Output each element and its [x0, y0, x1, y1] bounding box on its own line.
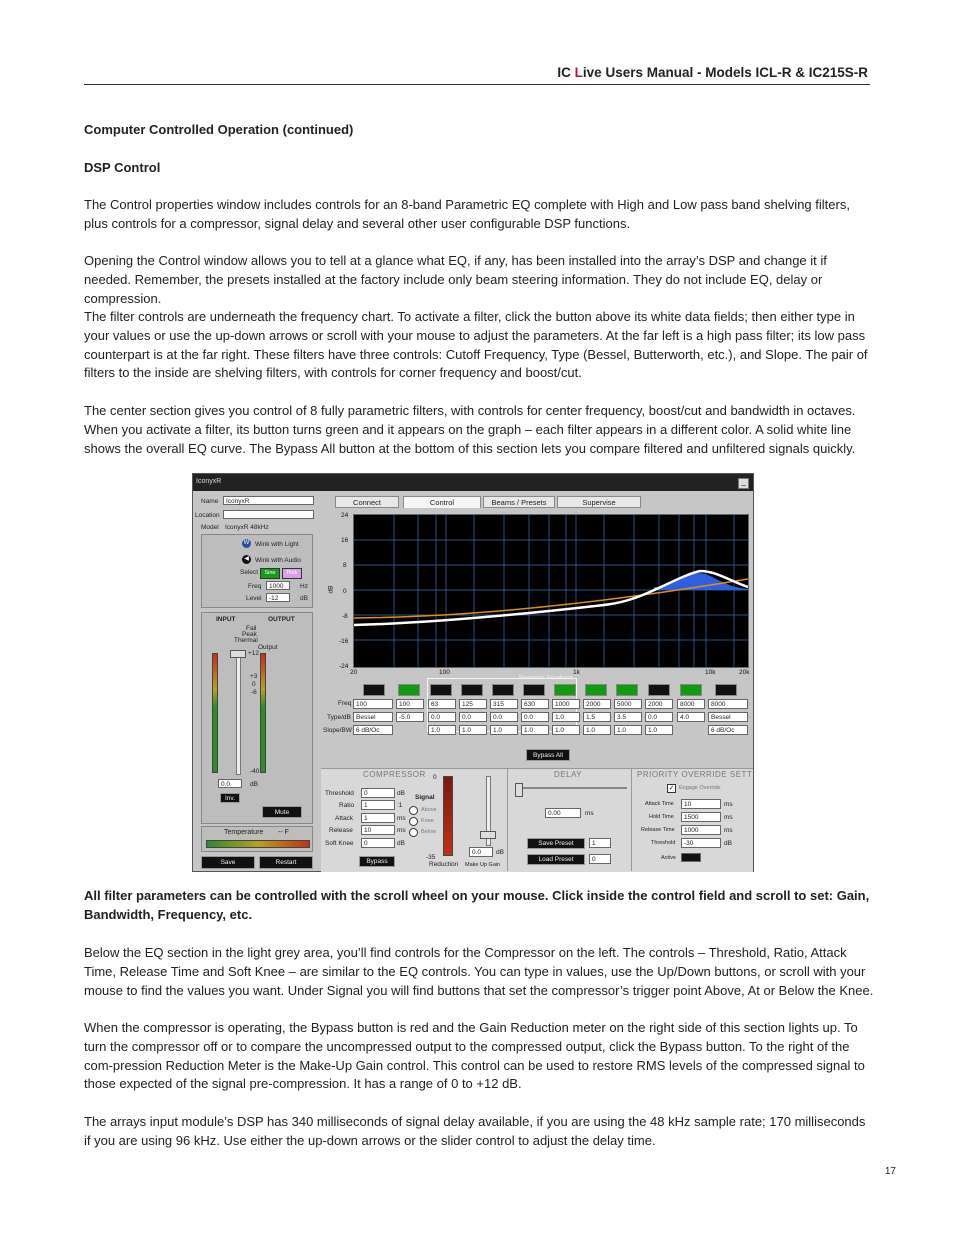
running-header: IC Live Users Manual - Models ICL-R & IC215S-R [557, 65, 868, 80]
paragraph: The arrays input module’s DSP has 340 milliseconds of signal delay available, if you are using the 48 kHz sample rate; 170 milliseconds if you are using 96 kHz. Use either the up-down arrows or the slider control to adjust the delay time. [84, 1114, 866, 1148]
bypass-all-button[interactable]: Bypass All [526, 749, 570, 761]
page-number: 17 [884, 1166, 896, 1177]
location-field[interactable] [223, 510, 314, 519]
y-tick: 24 [341, 512, 349, 519]
makeup-unit: dB [496, 849, 504, 856]
sine-button[interactable]: Sine [260, 568, 280, 579]
wink-light-label: Wink with Light [255, 541, 299, 548]
temperature-label: Temperature [224, 829, 264, 836]
mute-button[interactable]: Mute [262, 806, 302, 818]
tab-beams-presets[interactable]: Beams / Presets [483, 496, 555, 508]
select-label: Select [240, 569, 259, 576]
paragraph: The Control properties window includes controls for an 8-band Parametric EQ complete with High and Low pass band shelving filters, plus controls for a compressor, signal delay and several other user configurable DSP functions. [84, 197, 850, 231]
location-label: Location [195, 512, 220, 519]
y-axis-label: dB [327, 585, 335, 594]
signal-below-radio[interactable] [409, 828, 418, 837]
filter-bw-field[interactable]: 1.0 [552, 725, 580, 735]
reduction-label: Reduction [429, 861, 459, 868]
active-label: Active [661, 855, 676, 861]
y-tick: 16 [341, 537, 349, 544]
wink-panel [201, 534, 313, 608]
slider-handle[interactable] [230, 650, 246, 658]
level-label: Level [246, 595, 262, 602]
temperature-panel [201, 826, 313, 852]
y-tick: -24 [339, 663, 349, 670]
active-indicator [681, 853, 701, 862]
compressor-title: COMPRESSOR [363, 770, 426, 779]
hold-time-field[interactable]: 1500 [681, 812, 721, 822]
meter-tick: +12 [248, 650, 260, 657]
peq-6-button[interactable] [585, 684, 607, 696]
peq-1-button[interactable] [430, 684, 452, 696]
subsection-title: DSP Control [84, 160, 161, 175]
peq-4-button[interactable] [523, 684, 545, 696]
prio-unit: dB [724, 840, 732, 847]
comp-label: Ratio [339, 802, 355, 809]
delay-slider-track[interactable] [517, 787, 627, 789]
name-label: Name [201, 498, 219, 505]
filter-bw-field[interactable]: 1.0 [459, 725, 487, 735]
x-tick: 20 [350, 669, 358, 676]
tone-level-field[interactable]: -12 [266, 593, 290, 602]
paragraph: Opening the Control window allows you to tell at a glance what EQ, if any, has been installed into the array’s DSP and change it if needed. Remember, the presets installed at the factory include only beam steering information. They do not include EQ, delay or compression. [84, 253, 827, 306]
comp-label: Threshold [325, 790, 354, 797]
paragraph: Below the EQ section in the light grey area, you’ll find controls for the Compressor on the left. The controls – Threshold, Ratio, Attack Time, Release Time and Soft Knee – are similar to the EQ controls. You can type in values, use the Up/Down buttons, or scroll with your mouse to find the values you want. Under Signal you will find buttons that set the compressor’s trigger point Above, At or Below the Knee. [84, 945, 874, 998]
delay-field[interactable]: 0.00 [545, 808, 581, 818]
filter-bw-field[interactable]: 1.0 [490, 725, 518, 735]
prio-label: Threshold [651, 840, 676, 846]
signal-option: Above [421, 807, 437, 813]
temperature-value: -- F [278, 829, 289, 836]
filter-freq-field[interactable]: 630 [521, 699, 549, 709]
attack-time-field[interactable]: 10 [681, 799, 721, 809]
input-meter [212, 653, 218, 773]
filter-type-field[interactable]: Bessel [353, 712, 393, 722]
peq-2-button[interactable] [461, 684, 483, 696]
eq-plot [354, 515, 748, 667]
engage-override-checkbox[interactable]: ✓ [668, 785, 675, 792]
prio-label: Hold Time [649, 814, 674, 820]
highpass-filter-button[interactable] [363, 684, 385, 696]
comp-unit: ms [397, 827, 406, 834]
speaker-icon[interactable]: ◀ [242, 555, 251, 564]
filter-freq-field[interactable]: 8000 [677, 699, 705, 709]
load-preset-button[interactable]: Load Preset [527, 854, 585, 865]
gain-unit: dB [250, 781, 258, 788]
tab-connect[interactable]: Connect [335, 496, 399, 508]
release-time-field[interactable]: 1000 [681, 825, 721, 835]
output-small-label: Output [258, 644, 278, 651]
y-tick: -16 [339, 638, 349, 645]
filter-freq-field[interactable]: 100 [396, 699, 424, 709]
comp-unit: :1 [397, 802, 403, 809]
tab-control[interactable]: Control [403, 496, 481, 508]
signal-option: Knee [421, 818, 434, 824]
x-tick: 10k [705, 669, 716, 676]
output-meter [260, 653, 266, 773]
filter-freq-field[interactable]: 125 [459, 699, 487, 709]
comp-unit: ms [397, 815, 406, 822]
makeup-slider-handle[interactable] [480, 831, 496, 839]
delay-slider-handle[interactable] [515, 783, 523, 797]
low-shelf-filter-button[interactable] [398, 684, 420, 696]
minimize-button[interactable]: _ [738, 478, 749, 489]
level-unit: dB [300, 595, 308, 602]
signal-knee-radio[interactable] [409, 817, 418, 826]
filter-freq-field[interactable]: 1000 [552, 699, 580, 709]
filter-gain-field[interactable]: 1.0 [552, 712, 580, 722]
save-button[interactable]: Save [201, 856, 255, 869]
priority-override-title: PRIORITY OVERRIDE SETT [637, 770, 753, 779]
lowpass-filter-button[interactable] [715, 684, 737, 696]
section-divider [507, 768, 508, 871]
load-preset-field[interactable]: 0 [589, 854, 611, 864]
freq-unit: Hz [300, 583, 308, 590]
gain-reduction-meter [443, 776, 453, 856]
paragraph: The filter controls are underneath the frequency chart. To activate a filter, click the button above its white data fields; then either type in your values or use the up-down arrows or scroll with your mouse to adjust the parameters. At the far left is a high pass filter; its low pass counterpart is at the far right. These filters have three controls: Cutoff Frequency, Type (Bessel, Butterworth, etc.), and Slope. The pair of filters to the inside are shelving filters, with controls for corner frequency and boost/cut. [84, 309, 868, 381]
filter-bw-field[interactable]: 1.0 [521, 725, 549, 735]
tab-supervise[interactable]: Supervise [557, 496, 641, 508]
filter-type-field[interactable]: Bessel [708, 712, 748, 722]
filter-gain-field[interactable]: 0.0 [459, 712, 487, 722]
filter-freq-field[interactable]: 2000 [645, 699, 673, 709]
temperature-bar [206, 840, 310, 848]
filter-freq-field[interactable]: 100 [353, 699, 393, 709]
soft-knee-field[interactable]: 0 [361, 838, 395, 848]
high-shelf-filter-button[interactable] [680, 684, 702, 696]
reduction-bottom-tick: -35 [426, 854, 436, 861]
comp-label: Soft Knee [325, 840, 354, 847]
makeup-gain-field[interactable]: 0.0 [469, 847, 493, 857]
meter-tick: 0 [252, 681, 256, 688]
input-label: INPUT [216, 616, 236, 623]
model-label: Model [201, 524, 219, 531]
delay-unit: ms [585, 810, 594, 817]
peak-label: Peak [242, 631, 257, 638]
y-tick: -8 [342, 613, 348, 620]
freq-label: Freq [248, 583, 262, 590]
release-field[interactable]: 10 [361, 825, 395, 835]
prio-label: Release Time [641, 827, 675, 833]
gridlines [354, 515, 748, 667]
override-threshold-field[interactable]: -30 [681, 838, 721, 848]
x-tick: 20k [739, 669, 750, 676]
filter-gain-field[interactable]: 1.5 [583, 712, 611, 722]
type-row-label: Type/dB [327, 714, 351, 721]
section-title: Computer Controlled Operation (continued) [84, 122, 354, 137]
eq-frequency-chart [353, 514, 749, 668]
x-tick: 100 [439, 669, 450, 676]
makeup-label: Make Up Gain [465, 862, 501, 868]
tone-freq-field[interactable]: 1000 [266, 581, 290, 590]
window-titlebar [193, 474, 753, 491]
paragraph: The center section gives you control of 8 fully parametric filters, with controls for center frequency, boost/cut and bandwidth in octaves. When you activate a filter, its button turns green and it appears on the graph – each filter appears in a different color. A solid white line shows the overall EQ curve. The Bypass All button at the bottom of this section lets you compare filtered and unfiltered signals quickly. [84, 403, 856, 456]
section-divider [631, 768, 632, 871]
filter-freq-field[interactable]: 5000 [614, 699, 642, 709]
comp-unit: dB [397, 840, 405, 847]
filter-slope-field[interactable]: 6 dB/Oc [353, 725, 393, 735]
reduction-top-tick: 0 [433, 774, 437, 781]
peq-8-button[interactable] [648, 684, 670, 696]
bold-note: All filter parameters can be controlled with the scroll wheel on your mouse. Click inside the control field and scroll to set: Gain, Bandwidth, Frequency, etc. [84, 888, 870, 922]
x-tick: 1k [573, 669, 580, 676]
meter-tick: -6 [251, 689, 257, 696]
comp-label: Attack [335, 815, 354, 822]
input-gain-slider[interactable] [236, 653, 241, 775]
filter-freq-field[interactable]: 315 [490, 699, 518, 709]
model-value: IconyxR 48kHz [225, 524, 269, 531]
window-title: IconyxR [196, 478, 222, 485]
save-preset-button[interactable]: Save Preset [527, 838, 585, 849]
filter-freq-field[interactable]: 2000 [583, 699, 611, 709]
filter-gain-field[interactable]: 0.0 [490, 712, 518, 722]
prio-unit: ms [724, 814, 733, 821]
save-preset-field[interactable]: 1 [589, 838, 611, 848]
parametric-label: Parametric Equalizers [519, 675, 573, 681]
wink-light-icon[interactable]: W [243, 540, 250, 546]
filter-bw-field[interactable]: 1.0 [583, 725, 611, 735]
prio-unit: ms [724, 827, 733, 834]
filter-slope-field[interactable]: 6 dB/Oc [708, 725, 748, 735]
header-rule [84, 84, 870, 85]
ratio-field[interactable]: 1 [361, 800, 395, 810]
filter-gain-field[interactable]: 3.5 [614, 712, 642, 722]
y-tick: 8 [343, 562, 347, 569]
filter-gain-field[interactable]: 0.0 [521, 712, 549, 722]
io-panel [201, 612, 313, 824]
filter-freq-field[interactable]: 8000 [708, 699, 748, 709]
filter-gain-field[interactable]: -5.0 [396, 712, 424, 722]
output-label: OUTPUT [268, 616, 295, 623]
peq-7-button[interactable] [616, 684, 638, 696]
filter-freq-field[interactable]: 63 [428, 699, 456, 709]
filter-bw-field[interactable]: 1.0 [645, 725, 673, 735]
input-gain-field[interactable]: 0.0 [218, 779, 242, 788]
prio-unit: ms [724, 801, 733, 808]
compressor-bypass-button[interactable]: Bypass [359, 856, 395, 867]
meter-tick: -40 [250, 768, 260, 775]
filter-bw-field[interactable]: 1.0 [428, 725, 456, 735]
meter-tick: +3 [250, 673, 258, 680]
invert-button[interactable]: Inv. [220, 793, 240, 803]
control-window-screenshot [192, 473, 754, 872]
slope-row-label: Slope/BW [323, 727, 352, 734]
peq-5-button[interactable] [554, 684, 576, 696]
signal-label: Signal [415, 794, 435, 801]
engage-override-label: Engage Override [679, 785, 721, 791]
fail-label: Fail [246, 625, 257, 632]
delay-title: DELAY [554, 770, 583, 779]
signal-option: Below [421, 829, 436, 835]
freq-row-label: Freq [338, 700, 352, 707]
pink-button[interactable]: Pink [282, 568, 302, 579]
filter-gain-field[interactable]: 0.0 [428, 712, 456, 722]
comp-label: Release [329, 827, 353, 834]
paragraph: When the compressor is operating, the Bypass button is red and the Gain Reduction meter on the right side of this section lights up. To turn the compressor off or to compare the uncompressed output to the compressed output, click the Bypass button. To the right of the com-pression Reduction Meter is the Make-Up Gain control. This control can be used to restore RMS levels of the compressed signal to those expected of the signal pre-compression. It has a range of 0 to +12 dB. [84, 1020, 865, 1092]
name-field[interactable]: IconyxR [223, 496, 314, 505]
threshold-field[interactable]: 0 [361, 788, 395, 798]
prio-label: Attack Time [645, 801, 674, 807]
thermal-label: Thermal [234, 637, 258, 644]
filter-bw-field[interactable]: 1.0 [614, 725, 642, 735]
y-tick: 0 [343, 588, 347, 595]
filter-gain-field[interactable]: 0.0 [645, 712, 673, 722]
attack-field[interactable]: 1 [361, 813, 395, 823]
filter-gain-field[interactable]: 4.0 [677, 712, 705, 722]
signal-above-radio[interactable] [409, 806, 418, 815]
comp-unit: dB [397, 790, 405, 797]
restart-button[interactable]: Restart [259, 856, 313, 869]
wink-audio-label: Wink with Audio [255, 557, 301, 564]
peq-3-button[interactable] [492, 684, 514, 696]
